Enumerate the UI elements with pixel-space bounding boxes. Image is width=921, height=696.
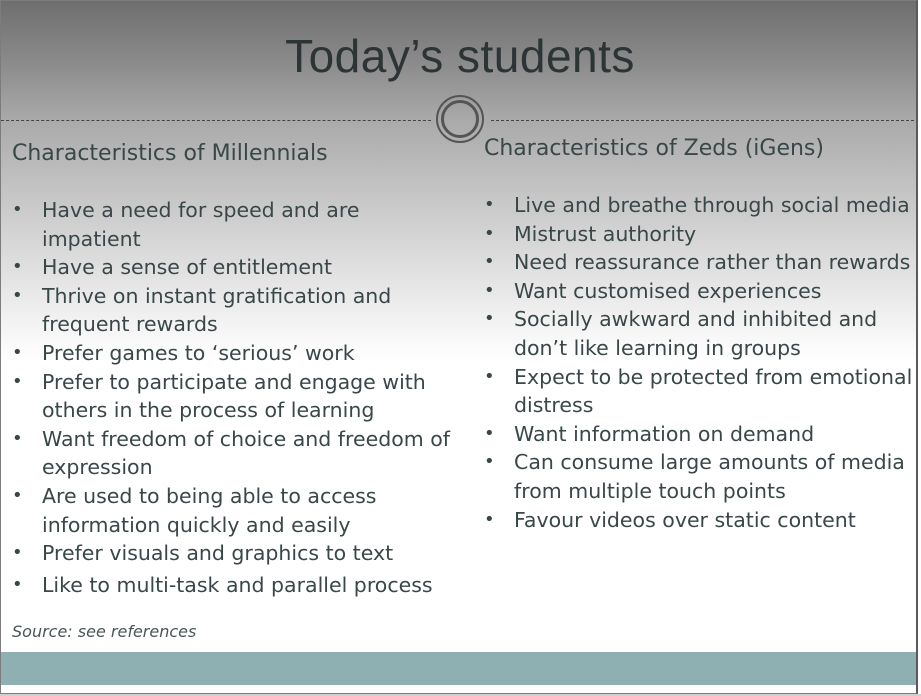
millennials-list xyxy=(12,196,462,599)
list-item: • Thrive on instant gratification and frequent rewards xyxy=(12,282,462,339)
millennials-heading: Characteristics of Millennials xyxy=(12,141,328,166)
list-item: • Have a sense of entitlement xyxy=(12,253,462,282)
footer-band xyxy=(1,652,918,685)
list-item: • Prefer games to ‘serious’ work xyxy=(12,339,462,368)
title-divider-left xyxy=(1,120,431,121)
list-item: • Prefer to participate and engage with others in the process of learning xyxy=(12,368,462,425)
list-item: • Want information on demand xyxy=(484,420,914,449)
list-item: • Are used to being able to access information quickly and easily xyxy=(12,482,462,539)
list-item: • Can consume large amounts of media from multiple touch points xyxy=(484,448,914,505)
list-item: • Want customised experiences xyxy=(484,277,914,306)
title-divider-right xyxy=(491,120,918,121)
millennials-column xyxy=(12,141,462,599)
circle-ornament-icon xyxy=(436,95,484,143)
list-item: • Live and breathe through social media xyxy=(484,191,914,220)
source-note: Source: see references xyxy=(12,622,197,641)
list-item: • Like to multi-task and parallel process xyxy=(12,571,462,600)
list-item: • Want freedom of choice and freedom of expression xyxy=(12,425,462,482)
list-item: • Socially awkward and inhibited and don’t like learning in groups xyxy=(484,305,914,362)
list-item: • Expect to be protected from emotional distress xyxy=(484,363,914,420)
list-item: • Need reassurance rather than rewards xyxy=(484,248,914,277)
zeds-column xyxy=(484,136,914,534)
list-item: • Mistrust authority xyxy=(484,220,914,249)
zeds-heading: Characteristics of Zeds (iGens) xyxy=(484,136,824,161)
zeds-list xyxy=(484,191,914,534)
slide-title: Today’s students xyxy=(285,30,635,82)
list-item: • Have a need for speed and are impatient xyxy=(12,196,462,253)
list-item: • Prefer visuals and graphics to text xyxy=(12,539,462,568)
list-item: • Favour videos over static content xyxy=(484,506,914,535)
